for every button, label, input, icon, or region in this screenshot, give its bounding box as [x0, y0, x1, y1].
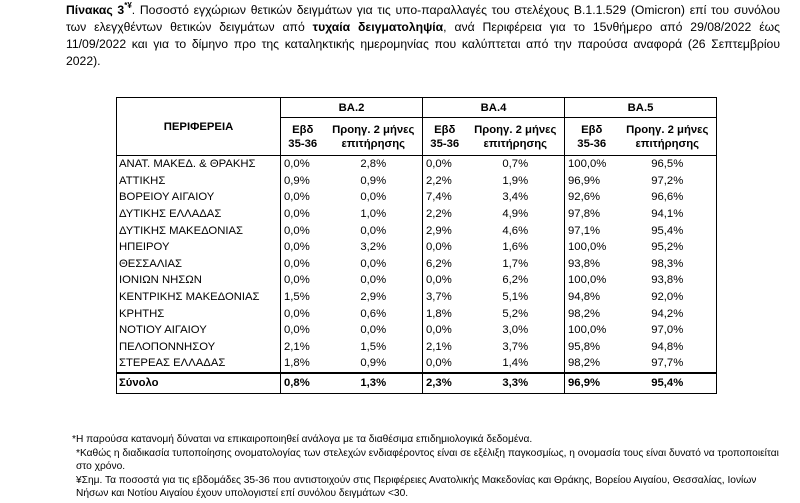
- total-value: 3,3%: [467, 373, 565, 394]
- region-name: ΔΥΤΙΚΗΣ ΕΛΛΑΔΑΣ: [117, 206, 281, 223]
- subheader-prev-line2: επιτήρησης: [483, 137, 547, 150]
- table-row: [117, 222, 717, 239]
- total-value: 95,4%: [619, 373, 717, 394]
- value-cell: 2,8%: [360, 158, 387, 171]
- value-cell: 1,6%: [502, 241, 529, 254]
- value-cell: 1,5%: [360, 340, 387, 353]
- value-cell: 0,9%: [360, 357, 387, 370]
- region-name: ΑΤΤΙΚΗΣ: [117, 173, 281, 190]
- total-label: Σύνολο: [117, 373, 281, 394]
- region-name: ΗΠΕΙΡΟΥ: [117, 239, 281, 256]
- value-cell: 0,0%: [281, 189, 325, 206]
- table-row: [117, 355, 717, 373]
- value-cell: 3,4%: [502, 191, 529, 204]
- total-value: 0,8%: [281, 373, 325, 394]
- total-value: 2,3%: [423, 373, 467, 394]
- caption-label: Πίνακας 3: [66, 3, 125, 17]
- value-cell: 0,0%: [281, 305, 325, 322]
- value-cell: 0,0%: [360, 224, 387, 237]
- subheader-prev-line1: Προηγ. 2 μήνες: [474, 123, 557, 136]
- caption-text-1: . Ποσοστό εγχώριων θετικών δειγμάτων για τις υπο-παραλλαγές του στελέχους B.1.1.529 (Omicron) επί του συνόλου των ελεγχθέντων θετικών δειγμάτων από: [66, 3, 781, 34]
- value-cell: 98,3%: [619, 256, 717, 273]
- value-cell: 92,0%: [619, 289, 717, 306]
- value-cell: 4,9%: [502, 208, 529, 221]
- value-cell: 0,0%: [281, 239, 325, 256]
- table-row: [117, 239, 717, 256]
- value-cell: 0,0%: [423, 322, 467, 339]
- value-cell: 1,5%: [281, 289, 325, 306]
- value-cell: 1,9%: [502, 174, 529, 187]
- total-value: 96,9%: [565, 373, 619, 394]
- region-name: ΣΤΕΡΕΑΣ ΕΛΛΑΔΑΣ: [117, 355, 281, 373]
- value-cell: 97,0%: [619, 322, 717, 339]
- variants-table: [116, 97, 717, 394]
- region-name: ΠΕΛΟΠΟΝΝΗΣΟΥ: [117, 339, 281, 356]
- value-cell: 94,8%: [565, 289, 619, 306]
- value-cell: 96,5%: [619, 156, 717, 173]
- caption-text-2: , ανά Περιφέρεια για το 15νθήμερο από 29/08/2022 έως 11/09/2022 και για το δίμηνο προ της καταληκτικής ημερομηνίας που καλύπτεται από την παρούσα αναφορά (26 Σεπτεμβρίου 2022).: [66, 20, 781, 68]
- value-cell: 4,6%: [502, 224, 529, 237]
- footnotes: [72, 433, 784, 501]
- footnote-1: *Η παρούσα κατανομή δύναται να επικαιροποιηθεί ανάλογα με τα διαθέσιμα επιδημιολογικά δεδομένα.: [72, 434, 533, 445]
- region-name: ΒΟΡΕΙΟΥ ΑΙΓΑΙΟΥ: [117, 189, 281, 206]
- region-name: ΔΥΤΙΚΗΣ ΜΑΚΕΔΟΝΙΑΣ: [117, 222, 281, 239]
- table-row: [117, 156, 717, 173]
- table-row: [117, 206, 717, 223]
- value-cell: 98,2%: [565, 305, 619, 322]
- value-cell: 7,4%: [423, 189, 467, 206]
- value-cell: 1,8%: [281, 355, 325, 373]
- group-header-ba5: BA.5: [565, 98, 717, 118]
- subheader-week-line1: Εβδ: [581, 123, 603, 136]
- value-cell: 95,4%: [619, 222, 717, 239]
- region-name: ΚΡΗΤΗΣ: [117, 305, 281, 322]
- value-cell: 0,9%: [360, 174, 387, 187]
- value-cell: 0,7%: [502, 158, 529, 171]
- subheader-week-line1: Εβδ: [434, 123, 456, 136]
- subheader-week: [565, 118, 619, 156]
- value-cell: 1,8%: [423, 305, 467, 322]
- value-cell: 3,7%: [502, 340, 529, 353]
- subheader-week-line1: Εβδ: [292, 123, 314, 136]
- value-cell: 3,2%: [360, 241, 387, 254]
- value-cell: 0,0%: [281, 256, 325, 273]
- region-name: ΙΟΝΙΩΝ ΝΗΣΩΝ: [117, 272, 281, 289]
- region-header: ΠΕΡΙΦΕΡΕΙΑ: [163, 120, 234, 133]
- table-row: [117, 305, 717, 322]
- subheader-prev-line2: επιτήρησης: [341, 137, 405, 150]
- value-cell: 0,0%: [423, 239, 467, 256]
- value-cell: 0,0%: [360, 324, 387, 337]
- table-row: [117, 189, 717, 206]
- value-cell: 6,2%: [502, 274, 529, 287]
- value-cell: 5,2%: [502, 307, 529, 320]
- subheader-prev-line1: Προηγ. 2 μήνες: [626, 123, 709, 136]
- value-cell: 1,0%: [360, 208, 387, 221]
- value-cell: 0,0%: [423, 355, 467, 373]
- region-header-cell: [117, 98, 281, 156]
- table-row: [117, 322, 717, 339]
- value-cell: 94,2%: [619, 305, 717, 322]
- total-value: 1,3%: [325, 373, 423, 394]
- caption-marker: *¥: [124, 1, 132, 10]
- total-row: [117, 373, 717, 394]
- footnote-2: *Καθώς η διαδικασία τυποποίησης ονοματολογίας των στελεχών ενδιαφέροντος είναι σε εξέλιξη παγκοσμίως, η ονομασία τους είναι δυνατό να τροποποιείται στο χρόνο.: [76, 447, 779, 472]
- value-cell: 98,2%: [565, 355, 619, 373]
- value-cell: 0,0%: [360, 274, 387, 287]
- region-name: ΝΟΤΙΟΥ ΑΙΓΑΙΟΥ: [117, 322, 281, 339]
- group-header-ba4: BA.4: [423, 98, 565, 118]
- region-name: ΚΕΝΤΡΙΚΗΣ ΜΑΚΕΔΟΝΙΑΣ: [117, 289, 281, 306]
- value-cell: 2,2%: [423, 173, 467, 190]
- value-cell: 96,6%: [619, 189, 717, 206]
- subheader-prev: [467, 118, 565, 156]
- value-cell: 0,0%: [281, 222, 325, 239]
- value-cell: 97,1%: [565, 222, 619, 239]
- group-header-ba2: BA.2: [281, 98, 423, 118]
- data-rows: [117, 156, 717, 373]
- value-cell: 0,0%: [360, 257, 387, 270]
- value-cell: 96,9%: [565, 173, 619, 190]
- value-cell: 93,8%: [619, 272, 717, 289]
- subheader-week: [281, 118, 325, 156]
- caption-emphasis: τυχαία δειγματοληψία: [312, 20, 444, 34]
- value-cell: 6,2%: [423, 256, 467, 273]
- value-cell: 2,2%: [423, 206, 467, 223]
- value-cell: 92,6%: [565, 189, 619, 206]
- value-cell: 2,9%: [423, 222, 467, 239]
- subheader-prev: [619, 118, 717, 156]
- value-cell: 0,0%: [281, 206, 325, 223]
- value-cell: 0,9%: [281, 173, 325, 190]
- value-cell: 3,7%: [423, 289, 467, 306]
- subheader-week-line2: 35-36: [288, 137, 318, 150]
- value-cell: 1,4%: [502, 357, 529, 370]
- value-cell: 95,2%: [619, 239, 717, 256]
- subheader-prev: [325, 118, 423, 156]
- region-name: ΑΝΑΤ. ΜΑΚΕΔ. & ΘΡΑΚΗΣ: [117, 156, 281, 173]
- table-row: [117, 289, 717, 306]
- subheader-week-line2: 35-36: [430, 137, 460, 150]
- value-cell: 100,0%: [565, 272, 619, 289]
- subheader-prev-line2: επιτήρησης: [635, 137, 699, 150]
- value-cell: 94,8%: [619, 339, 717, 356]
- value-cell: 3,0%: [502, 324, 529, 337]
- value-cell: 97,8%: [565, 206, 619, 223]
- value-cell: 0,0%: [423, 156, 467, 173]
- table-row: [117, 173, 717, 190]
- table-row: [117, 272, 717, 289]
- value-cell: 0,0%: [281, 322, 325, 339]
- value-cell: 100,0%: [565, 156, 619, 173]
- value-cell: 5,1%: [502, 291, 529, 304]
- value-cell: 95,8%: [565, 339, 619, 356]
- value-cell: 93,8%: [565, 256, 619, 273]
- subheader-week: [423, 118, 467, 156]
- value-cell: 2,1%: [281, 339, 325, 356]
- value-cell: 0,0%: [360, 191, 387, 204]
- value-cell: 1,7%: [502, 257, 529, 270]
- subheader-prev-line1: Προηγ. 2 μήνες: [332, 123, 415, 136]
- value-cell: 0,0%: [281, 156, 325, 173]
- value-cell: 97,2%: [619, 173, 717, 190]
- table-caption: [66, 2, 780, 70]
- value-cell: 0,6%: [360, 307, 387, 320]
- value-cell: 100,0%: [565, 239, 619, 256]
- subheader-week-line2: 35-36: [577, 137, 607, 150]
- footnote-3: ¥Σημ. Τα ποσοστά για τις εβδομάδες 35-36 που αντιστοιχούν στις Περιφέρειες Ανατολικής Μακεδονίας και Θράκης, Βορείου Αιγαίου, Θεσσαλίας, Ιονίων Νήσων και Νοτίου Αιγαίου έχουν υπολογιστεί επί συνόλου δειγμάτων <30.: [76, 474, 757, 499]
- value-cell: 94,1%: [619, 206, 717, 223]
- value-cell: 2,1%: [423, 339, 467, 356]
- value-cell: 0,0%: [281, 272, 325, 289]
- table-row: [117, 339, 717, 356]
- value-cell: 0,0%: [423, 272, 467, 289]
- table-row: [117, 256, 717, 273]
- value-cell: 97,7%: [619, 355, 717, 373]
- region-name: ΘΕΣΣΑΛΙΑΣ: [117, 256, 281, 273]
- value-cell: 2,9%: [360, 291, 387, 304]
- value-cell: 100,0%: [565, 322, 619, 339]
